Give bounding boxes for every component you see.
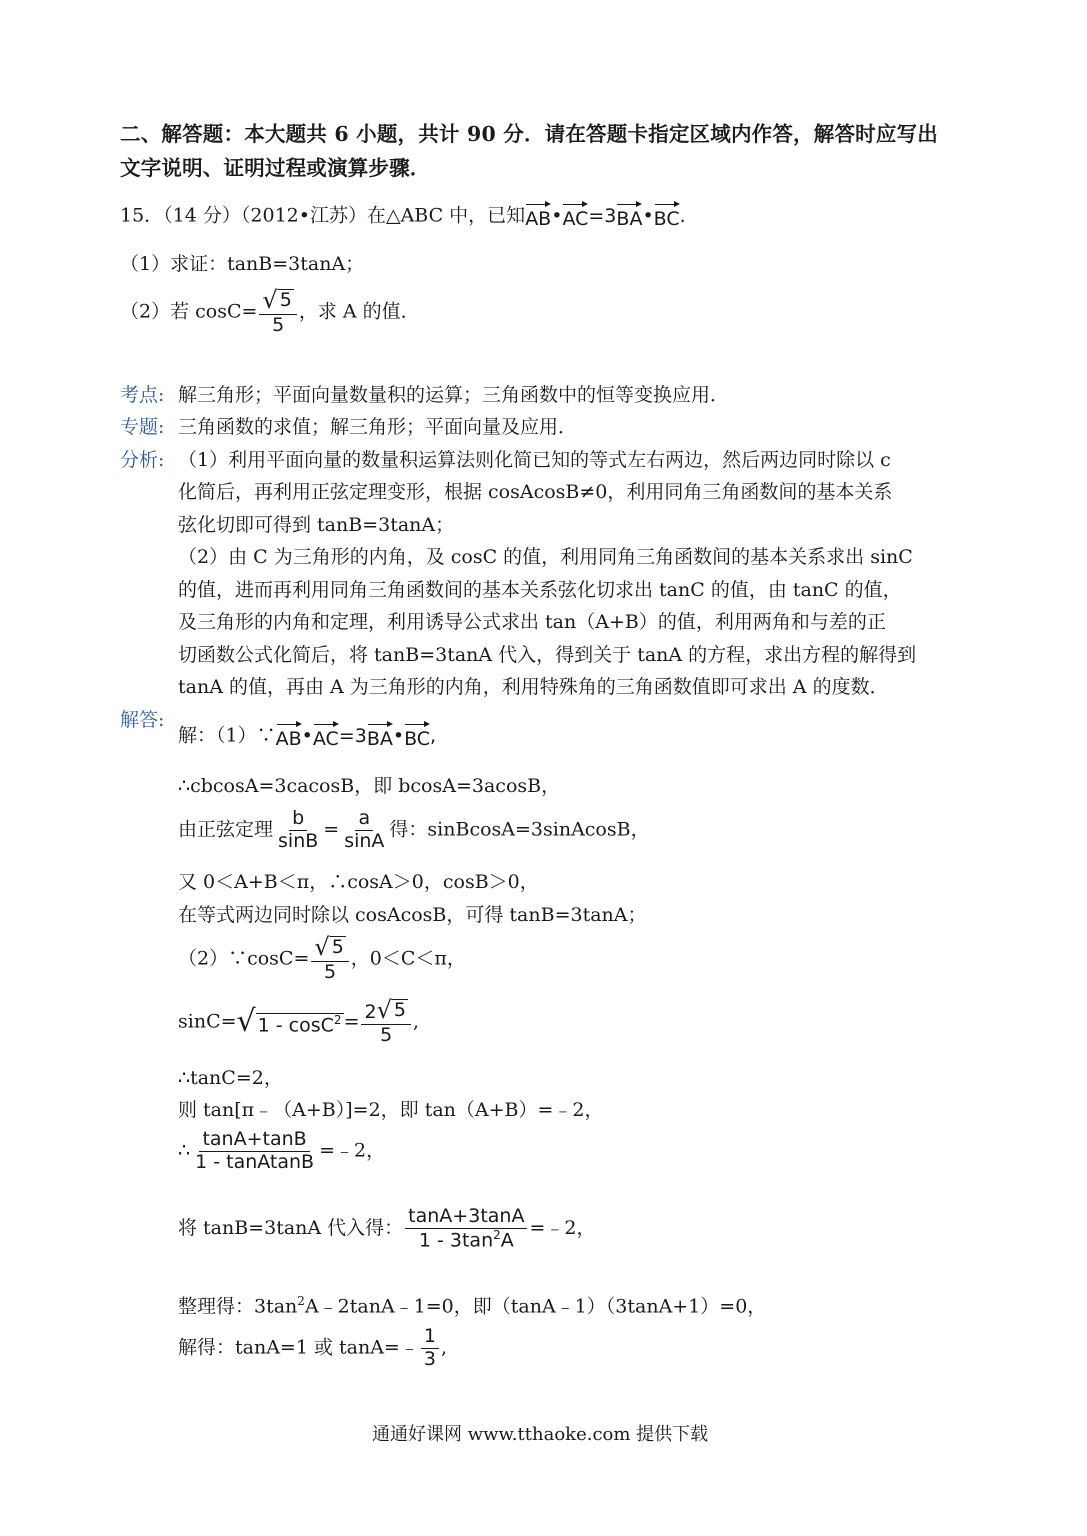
vector-ab: AB (525, 202, 551, 231)
solution-step-11 (178, 1206, 595, 1252)
s13-denominator: 3 (423, 1347, 436, 1370)
dot-symbol: • (551, 205, 563, 227)
s1-vector-ac: AC (313, 722, 339, 751)
solution-step-9: 则 tan[π﹣（A+B）]=2，即 tan（A+B）=﹣2， (178, 1099, 604, 1121)
solution-step-2: ∴cbcosA=3cacosB，即 bcosA=3acosB， (178, 775, 561, 797)
s6-denominator: 5 (324, 960, 337, 983)
s11-fraction (405, 1206, 527, 1252)
zhuanti-text: 三角函数的求值；解三角形；平面向量及应用． (178, 416, 578, 438)
s3-den1: sinB (278, 829, 319, 852)
part2-prefix: （2）若 cosC= (120, 300, 258, 323)
problem-part1: （1）求证：tanB=3tanA； (120, 253, 365, 275)
s12-a: 整理得：3tan (178, 1295, 298, 1318)
s13-prefix: 解得：tanA=1 或 tanA=﹣ (178, 1336, 419, 1359)
solution-step-7 (178, 998, 419, 1047)
s11-prefix: 将 tanB=3tanA 代入得： (178, 1217, 404, 1239)
s10-denominator: 1 - tanAtanB (195, 1150, 315, 1173)
s10-suffix: =﹣2， (319, 1139, 386, 1162)
s7-exponent: 2 (333, 1013, 342, 1028)
page-footer: 通通好课网 www.tthaoke.com 提供下载 (372, 1424, 709, 1445)
s1-vector-equation (276, 722, 437, 751)
s7-num-radicand: 5 (393, 999, 406, 1022)
s3-prefix: 由正弦定理 (178, 818, 274, 841)
s7-coef: 2 (364, 1001, 377, 1023)
solution-step-5: 在等式两边同时除以 cosAcosB，可得 tanB=3tanA； (178, 904, 647, 926)
fraction-b-over-sinb (275, 808, 321, 853)
s6-prefix: （2）∵cosC= (178, 947, 310, 970)
s12-b: A﹣2tanA﹣1=0，即（tanA﹣1）（3tanA+1）=0， (304, 1295, 767, 1318)
solution-step-4: 又 0＜A+B＜π，∴cosA＞0，cosB＞0， (178, 871, 539, 893)
jieda-label: 解答: (120, 709, 165, 731)
s3-num2: a (355, 808, 373, 831)
fenxi-line-6: 及三角形的内角和定理，利用诱导公式求出 tan（A+B）的值，利用两角和与差的正 (178, 611, 886, 633)
s13-suffix: , (440, 1336, 447, 1359)
s1-prefix: 解：（1）∵ (178, 724, 276, 747)
fenxi-label: 分析: (120, 449, 165, 471)
s7-radicand: 1 - cosC (257, 1014, 334, 1037)
kaodian-text: 解三角形；平面向量数量积的运算；三角函数中的恒等变换应用． (178, 384, 730, 406)
s1-end: , (430, 725, 437, 747)
radicand: 5 (279, 289, 292, 312)
s11-den-b: A (500, 1229, 514, 1252)
vector-ac: AC (562, 202, 588, 231)
s6-suffix: ，0＜C＜π， (350, 947, 466, 970)
s6-radicand: 5 (331, 936, 344, 959)
s1-vector-ab: AB (276, 722, 302, 751)
fraction-a-over-sina (341, 808, 387, 853)
s7-suffix: , (412, 1010, 420, 1033)
solution-step-1 (178, 722, 436, 751)
fenxi-line-7: 切函数公式化简后，将 tanB=3tanA 代入，得到关于 tanA 的方程，求出方程的解得到 (178, 644, 917, 666)
section-heading-line2: 文字说明、证明过程或演算步骤． (120, 156, 431, 180)
s7-denominator: 5 (380, 1023, 393, 1046)
s3-den2: sinA (344, 829, 385, 852)
s3-suffix: 得：sinBcosA=3sinAcosB， (389, 818, 650, 841)
dot-symbol-2: • (642, 205, 654, 227)
equals-three: =3 (588, 205, 617, 227)
s7-fraction: 2 √ 5 5 (361, 998, 410, 1047)
problem-part2 (120, 288, 420, 337)
s1-dot: • (301, 725, 313, 747)
fraction-sqrt5-over-5: √ 5 5 (259, 288, 296, 337)
s12-exp: 2 (297, 1294, 305, 1308)
period: . (679, 205, 686, 227)
s11-suffix: =﹣2， (529, 1217, 596, 1239)
s1-equals-three: =3 (338, 725, 367, 747)
kaodian-label: 考点: (120, 384, 165, 406)
s7-prefix: sinC= (178, 1010, 237, 1033)
s7-sqrt: √ 1 - cosC$^2$ (236, 1004, 342, 1040)
part2-suffix: ，求 A 的值． (298, 300, 420, 323)
fenxi-line-3: 弦化切即可得到 tanB=3tanA； (178, 514, 455, 536)
s10-prefix: ∴ (178, 1139, 191, 1162)
fenxi-line-5: 的值，进而再利用同角三角函数间的基本关系弦化切求出 tanC 的值，由 tanC 的值， (178, 579, 902, 601)
fenxi-line-8: tanA 的值，再由 A 为三角形的内角，利用特殊角的三角函数值即可求出 A 的度数． (178, 676, 889, 698)
problem-statement (120, 202, 686, 231)
s6-fraction: √ 5 5 (311, 935, 348, 984)
fenxi-line-2: 化简后，再利用正弦定理变形，根据 cosAcosB≠0，利用同角三角函数间的基本关系 (178, 481, 893, 503)
problem-intro: 15．（14 分）（2012•江苏）在△ABC 中，已知 (120, 204, 526, 227)
s13-numerator: 1 (421, 1326, 439, 1349)
s11-numerator: tanA+3tanA (405, 1206, 527, 1229)
s7-equals: = (343, 1010, 360, 1033)
fenxi-line-4: （2）由 C 为三角形的内角，及 cosC 的值，利用同角三角函数间的基本关系求出 sinC (178, 546, 913, 568)
vector-ba: BA (616, 202, 642, 231)
section-heading-line1: 二、解答题：本大题共 6 小题，共计 90 分．请在答题卡指定区域内作答，解答时应写出 (120, 122, 938, 146)
vector-bc: BC (654, 202, 680, 231)
zhuanti-label: 专题: (120, 416, 165, 438)
solution-step-3 (178, 808, 650, 853)
vector-equation (525, 202, 686, 231)
solution-step-12 (178, 1294, 766, 1318)
solution-step-13 (178, 1326, 447, 1371)
s1-vector-bc: BC (404, 722, 430, 751)
denominator: 5 (272, 313, 285, 336)
s1-dot-2: • (392, 725, 405, 747)
solution-step-10 (178, 1129, 385, 1174)
fenxi-line-1: （1）利用平面向量的数量积运算法则化简已知的等式左右两边，然后两边同时除以 c (178, 449, 891, 471)
s11-den-a: 1 - 3tan (418, 1229, 494, 1252)
s13-fraction (421, 1326, 439, 1371)
s3-num1: b (289, 808, 307, 831)
s10-fraction (192, 1129, 317, 1174)
s11-den-exp: 2 (493, 1227, 501, 1242)
solution-step-8: ∴tanC=2， (178, 1067, 283, 1089)
s3-equals: = (323, 818, 340, 841)
solution-step-6 (178, 935, 466, 984)
s1-vector-ba: BA (367, 722, 393, 751)
s10-numerator: tanA+tanB (199, 1129, 309, 1152)
